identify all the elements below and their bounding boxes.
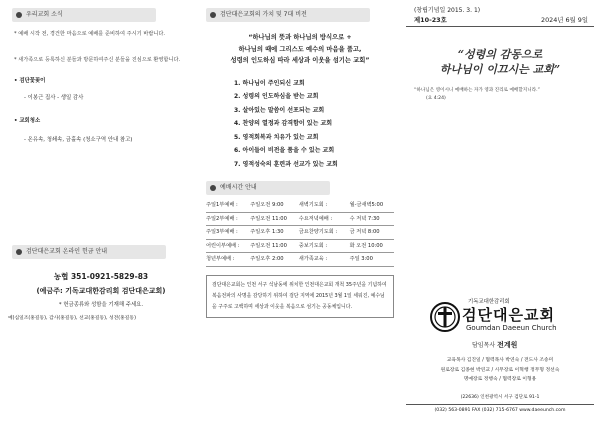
church-intro: 검단대은교회는 인천 서구 석남동에 위치한 인천대은교회 개척 35주년을 기념하여 복음전파의 사명을 감당하기 위하여 검단 지역에 2015년 3월 1일 세워진, 예수님을 구주로 고백하며 세상과 이웃을 복음으로 섬기는 공동체입니다. — [206, 275, 394, 318]
scripture-ref: (요 4:24) — [426, 96, 446, 101]
schedule-row: 주일1부예배 : 주일오전 9:00 새벽기도회 : 월-금새벽5:00 — [206, 199, 394, 212]
header-rule — [406, 26, 594, 27]
account-number: 농협 351-0921-5829-83 — [53, 272, 149, 281]
news-item-1: * 예배 시작 전, 경건한 마음으로 예배를 준비하여 주시기 바랍니다. — [14, 31, 166, 37]
vision-list — [234, 77, 394, 172]
bullet-icon — [16, 12, 22, 18]
account-holder: (예금주: 기독교대한감리회 검단대은교회) — [36, 287, 166, 295]
offering-example: 예)십일조(홍길동), 감사(홍길동), 선교(홍길동), 성전(홍길동) — [8, 316, 136, 321]
vision-item: 2. 성령의 인도하심을 받는 교회 — [234, 93, 319, 100]
vision-item: 6. 아이들이 비전을 품을 수 있는 교회 — [234, 147, 335, 154]
denomination: 기독교대한감리회 — [468, 299, 510, 305]
schedule-row: 주일2부예배 : 주일오전 11:00 수요저녁예배 : 수 저녁 7:30 — [206, 212, 394, 226]
section-worship-times: 예배시간 안내 — [206, 181, 330, 195]
address: (22636) 인천광역시 서구 검단로 91-1 — [460, 395, 540, 400]
vision-item: 1. 하나님이 주인되신 교회 — [234, 79, 305, 87]
left-column — [0, 0, 200, 424]
issue-line — [406, 15, 594, 24]
cleaning-line: - 온유속, 청쇄속, 금홀속 (청소구역 안내 참고) — [24, 137, 133, 143]
staff-list: 교육목사 김진일 / 협력목사 박연숙 / 전도사 조송미 원로장로 김종현 박연교 / 시무장로 이혁행 정무형 정선숙 명예장로 정행숙 / 협력장로 이형용 — [440, 358, 560, 382]
schedule-row: 어린이부예배 : 주일오전 11:00 중보기도회 : 화 오전 10:00 — [206, 239, 394, 253]
offering-note: * 헌금종류와 성함을 기재해 주세요. — [58, 302, 144, 308]
church-name: 검단대은교회 — [462, 306, 555, 324]
vision-item: 3. 살아있는 말씀이 선포되는 교회 — [234, 106, 325, 114]
flower-line: - 이봉근 집사 - 생일 감사 — [24, 95, 84, 101]
founding-date: (창립기념일 2015. 3. 1) — [414, 7, 481, 14]
middle-column — [202, 0, 398, 424]
schedule-row: 주일3부예배 : 주일오후 1:30 금요찬양기도회 : 금 저녁 8:00 — [206, 226, 394, 240]
bullet-icon — [16, 249, 22, 255]
theme-title: “성령의 감동으로 하나님이 이끄시는 교회” — [439, 48, 561, 76]
vision-item: 7. 영적성숙의 훈련과 선교가 있는 교회 — [234, 160, 338, 168]
issue-number: 제10-23호 — [414, 16, 447, 24]
bulletin-date: 2024년 6월 9일 — [541, 16, 588, 24]
schedule-row: 청년부예배 : 주일오후 2:00 새가족교육 : 주일 3:00 — [206, 253, 394, 267]
vision-item: 4. 찬양의 열정과 감격함이 있는 교회 — [234, 120, 333, 127]
mission-statement: “하나님의 뜻과 하나님의 방식으로 + 하나님의 때에 그리스도 예수의 마음을 품고, 성령의 인도하심 따라 세상과 이웃을 섬기는 교회” — [230, 34, 370, 64]
scripture-verse: “하나님은 영이시니 예배하는 자가 영과 진리로 예배할지니라.” — [414, 88, 540, 93]
section-church-news: 우리교회 소식 — [12, 8, 156, 22]
cleaning-title: • 교회청소 — [14, 118, 41, 124]
church-name-en: Goumdan Daeeun Church — [466, 324, 557, 332]
phone: (032) 563-0891 FAX (032) 715-6767 www.daeeunch.com — [406, 404, 594, 415]
contact-info — [406, 394, 594, 415]
news-item-2: * 새가족으로 등록하신 분들과 방문하여주신 분들을 진심으로 환영합니다. — [14, 57, 181, 63]
section-online-offering: 검단대은교회 온라인 헌금 안내 — [12, 245, 166, 259]
bullet-icon — [210, 185, 216, 191]
worship-schedule — [206, 199, 394, 267]
vision-item: 5. 영적회복과 치유가 있는 교회 — [234, 133, 319, 141]
section-vision: 검단대은교회의 가치 및 7대 비전 — [206, 8, 370, 22]
flower-title: • 검단꽃꽂이 — [14, 78, 46, 84]
pastor-name: 전계원 — [497, 341, 518, 349]
senior-pastor: 담임목사 전계원 — [472, 341, 518, 349]
church-logo-icon — [430, 302, 460, 332]
bullet-icon — [210, 12, 216, 18]
